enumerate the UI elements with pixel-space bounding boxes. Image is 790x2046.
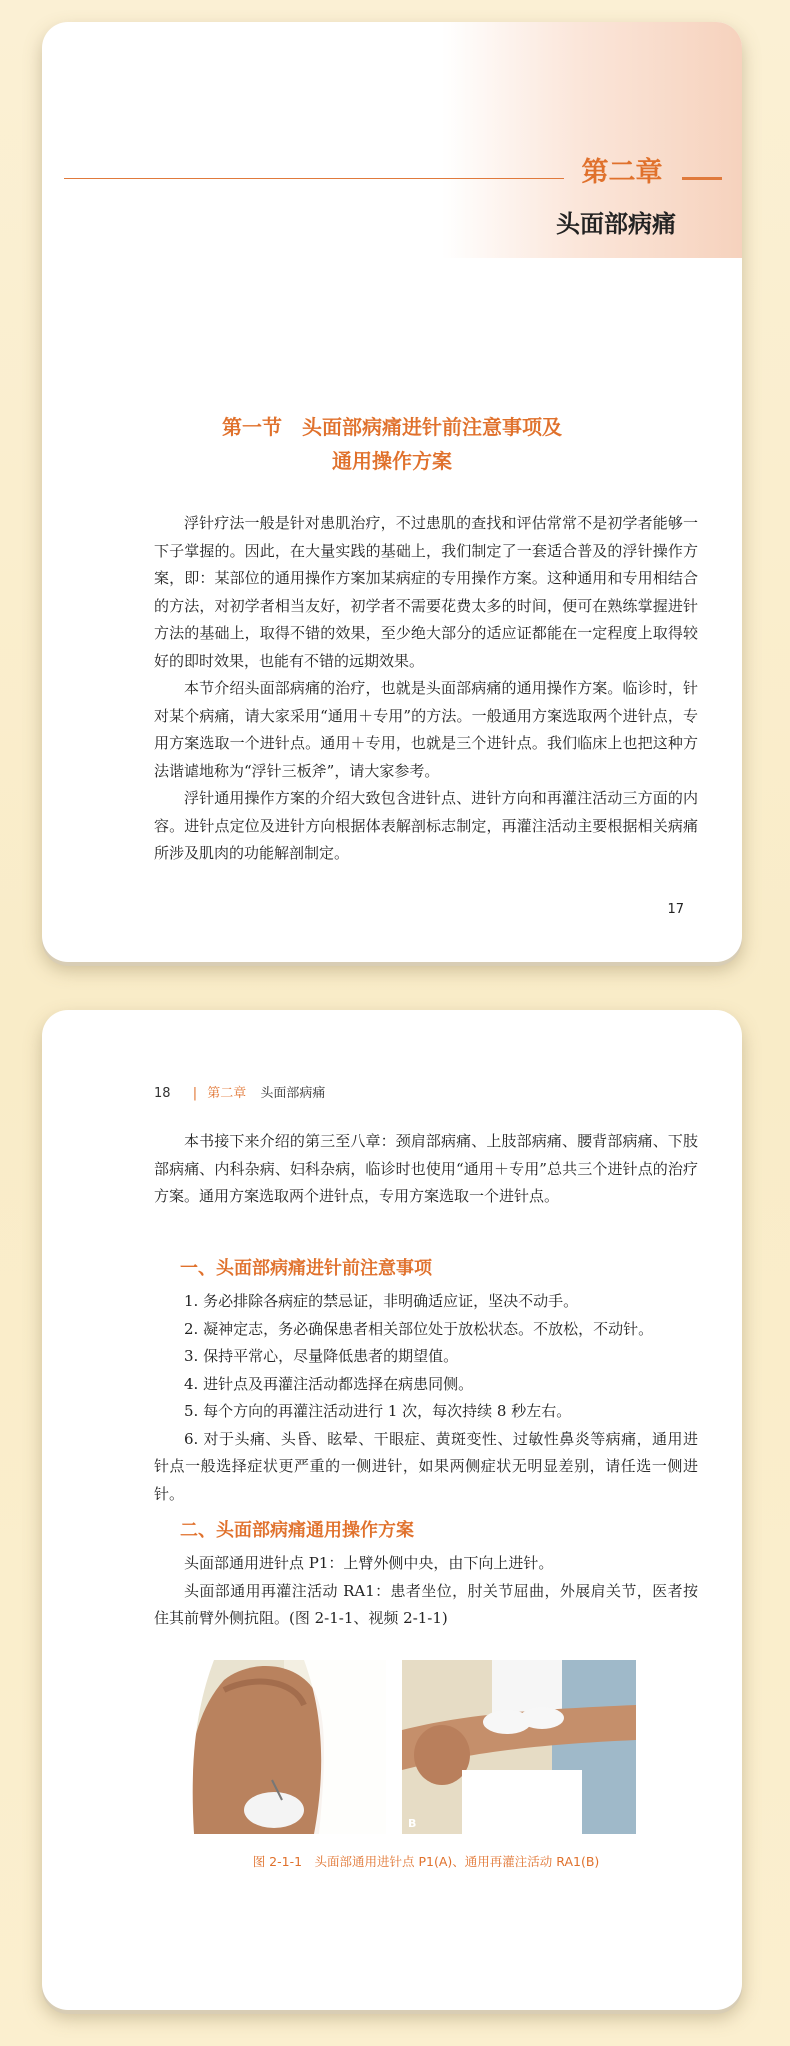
page-number: 18: [154, 1086, 171, 1101]
section-title: [152, 410, 632, 478]
figure-caption: 图 2-1-1 头面部通用进针点 P1(A)、通用再灌注活动 RA1(B): [252, 1854, 600, 1869]
list-item: 1. 务必排除各病症的禁忌证，非明确适应证，坚决不动手。: [184, 1292, 579, 1310]
chapter-rule: [64, 178, 564, 179]
paragraph: 本书接下来介绍的第三至八章：颈肩部病痛、上肢部病痛、腰背部病痛、下肢部病痛、内科杂病、妇科杂病，临诊时也使用“通用＋专用”总共三个进针点的治疗方案。通用方案选取两个进针点，专用方案选取一个进针点。: [154, 1132, 698, 1205]
paragraph: 头面部通用进针点 P1：上臂外侧中央，由下向上进针。: [184, 1554, 554, 1572]
precaution-list: [154, 1288, 698, 1508]
running-header: [154, 1082, 325, 1101]
section-title-line1: 第一节 头面部病痛进针前注意事项及: [222, 415, 562, 439]
heading-precautions: 一、头面部病痛进针前注意事项: [180, 1258, 432, 1279]
page-17: [42, 22, 742, 962]
body-text: [154, 510, 698, 868]
photo-label-b: B: [408, 1817, 417, 1830]
intro-text: [154, 1128, 698, 1211]
list-item: 6. 对于头痛、头昏、眩晕、干眼症、黄斑变性、过敏性鼻炎等病痛，通用进针点一般选择症状更严重的一侧进针，如果两侧症状无明显差别，请任选一侧进针。: [154, 1429, 698, 1503]
list-item: 4. 进针点及再灌注活动都选择在病患同侧。: [184, 1374, 474, 1393]
section-title-line2: 通用操作方案: [332, 449, 452, 473]
figure-2-1-1: [154, 1660, 698, 1834]
heading-scheme: 二、头面部病痛通用操作方案: [180, 1520, 414, 1541]
paragraph: 浮针疗法一般是针对患肌治疗，不过患肌的查找和评估常常不是初学者能够一下子掌握的。因此，在大量实践的基础上，我们制定了一套适合普及的浮针操作方案，即：某部位的通用操作方案加某病症的专用操作方案。这种通用和专用相结合的方法，对初学者相当友好，初学者不需要花费太多的时间，便可在熟练掌握进针方法的基础上，取得不错的效果，至少绝大部分的适应证都能在一定程度上取得较好的即时效果，也能有不错的远期效果。: [154, 514, 698, 670]
list-item: 2. 凝神定志，务必确保患者相关部位处于放松状态。不放松，不动针。: [184, 1319, 654, 1338]
paragraph: 本节介绍头面部病痛的治疗，也就是头面部病痛的通用操作方案。临诊时，针对某个病痛，请大家采用“通用＋专用”的方法。一般通用方案选取两个进针点，专用方案选取一个进针点。通用＋专用，也就是三个进针点。我们临床上也把这种方法谐谑地称为“浮针三板斧”，请大家参考。: [154, 679, 698, 780]
photo-needle-insertion: [154, 1660, 386, 1834]
scheme-text: [154, 1550, 698, 1633]
running-chapter: 第二章: [207, 1086, 247, 1101]
running-title: 头面部病痛: [260, 1086, 326, 1101]
photo-reperfusion: [402, 1660, 636, 1834]
header-divider: |: [192, 1086, 198, 1101]
photo-b-illustration: [402, 1660, 636, 1834]
paragraph: 浮针通用操作方案的介绍大致包含进针点、进针方向和再灌注活动三方面的内容。进针点定位及进针方向根据体表解剖标志制定，再灌注活动主要根据相关病痛所涉及肌肉的功能解剖制定。: [154, 789, 698, 862]
chapter-title: 头面部病痛: [556, 210, 676, 238]
photo-a-illustration: [154, 1660, 386, 1834]
chapter-label: 第二章: [581, 157, 663, 188]
list-item: 3. 保持平常心，尽量降低患者的期望值。: [184, 1347, 459, 1365]
page-18: [42, 1010, 742, 2010]
paragraph: 头面部通用再灌注活动 RA1：患者坐位，肘关节屈曲，外展肩关节，医者按住其前臂外侧抗阻。(图 2-1-1、视频 2-1-1): [154, 1581, 698, 1627]
list-item: 5. 每个方向的再灌注活动进行 1 次，每次持续 8 秒左右。: [184, 1402, 572, 1420]
photo-label-a: A: [160, 1817, 169, 1830]
page-number: 17: [667, 902, 684, 917]
chapter-rule-accent: [682, 177, 722, 180]
